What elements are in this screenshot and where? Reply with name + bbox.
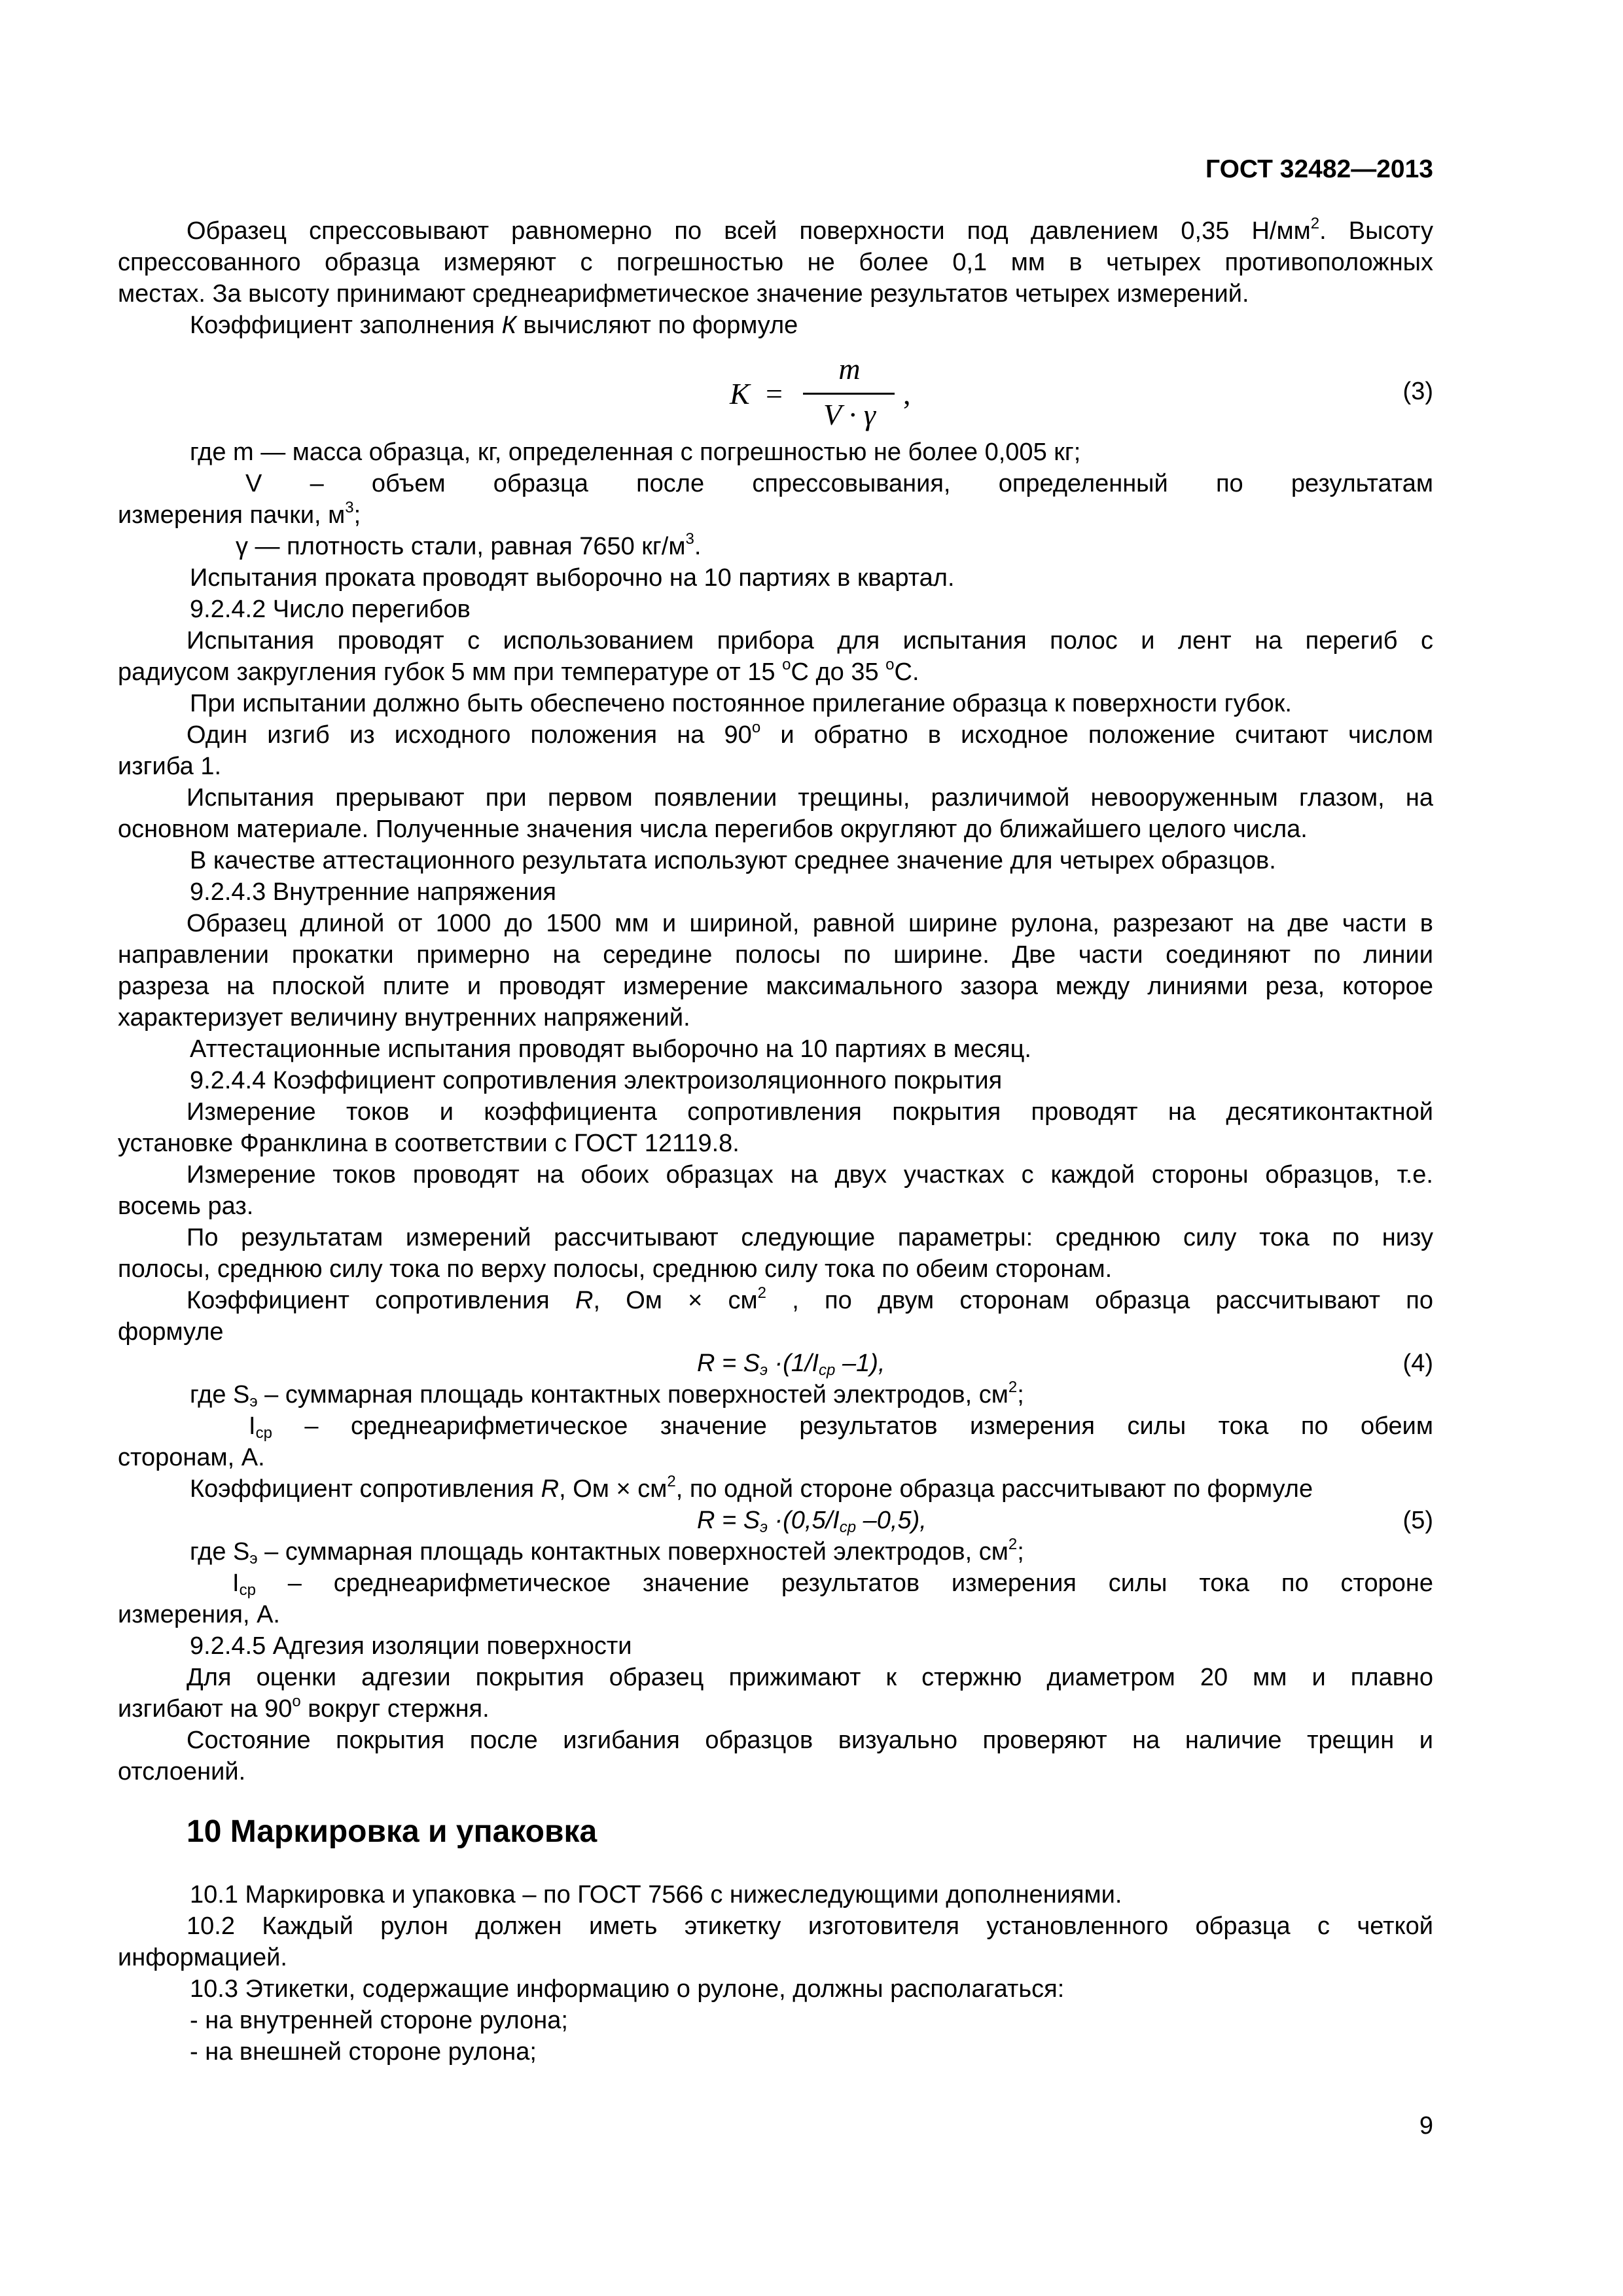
text-line: где $S_э$ – суммарная площадь контактных поверхностей электродов, $см^2$; bbox=[190, 1535, 1024, 1568]
text-line: характеризует величину внутренних напряжений. bbox=[118, 1004, 690, 1031]
text-line: Испытания проката проводят выборочно на 10 партиях в квартал. bbox=[190, 564, 955, 592]
text-line: Коэффициент заполнения К вычисляют по формуле bbox=[190, 312, 798, 339]
text-line: $I_{ср}$ – среднеарифметическое значение результатов измерения силы тока по обеим bbox=[249, 1412, 1433, 1442]
text-line: измерения, А. bbox=[118, 1601, 280, 1628]
text-line: В качестве аттестационного результата используют среднее значение для четырех образцов. bbox=[190, 847, 1276, 874]
formula-4: $R = S_э \cdot(1/I_{ср}$ –1), bbox=[697, 1350, 885, 1379]
text-line: 10.3 Этикетки, содержащие информацию о рулоне, должны располагаться: bbox=[190, 1975, 1065, 2003]
text-line: Измерение токов проводят на обоих образцах на двух участках с каждой стороны образцов, т.е. bbox=[187, 1161, 1433, 1189]
text-line: Один изгиб из исходного положения на $90^о$ и обратно в исходное положение считают числом bbox=[187, 719, 1433, 749]
page-number: 9 bbox=[1419, 2112, 1433, 2140]
text-line: Аттестационные испытания проводят выборочно на 10 партиях в месяц. bbox=[190, 1035, 1031, 1063]
text-line: 10.1 Маркировка и упаковка – по ГОСТ 7566 с нижеследующими дополнениями. bbox=[190, 1881, 1122, 1909]
text-line: Испытания проводят с использованием прибора для испытания полос и лент на перегиб с bbox=[187, 627, 1433, 655]
text-line: Для оценки адгезии покрытия образец прижимают к стержню диаметром 20 мм и плавно bbox=[187, 1664, 1433, 1691]
text-line: где m — масса образца, кг, определенная с погрешностью не более 0,005 кг; bbox=[190, 439, 1081, 466]
list-item: - на внешней стороне рулона; bbox=[190, 2038, 537, 2066]
text-line: γ — плотность стали, равная 7650 $кг/м^3$. bbox=[236, 530, 702, 560]
fraction-bar bbox=[803, 393, 895, 395]
equation-number: (5) bbox=[1402, 1507, 1433, 1534]
section-heading: 10 Маркировка и упаковка bbox=[187, 1814, 597, 1849]
text-line: изгибают на $90^о$ вокруг стержня. bbox=[118, 1693, 490, 1723]
text-line: спрессованного образца измеряют с погрешностью не более 0,1 мм в четырех противоположных bbox=[118, 249, 1433, 276]
clause-heading: 9.2.4.2 Число перегибов bbox=[190, 596, 471, 623]
text-line: изгиба 1. bbox=[118, 753, 222, 780]
formula-3: K = m V · γ , bbox=[730, 352, 911, 431]
text-line: направлении прокатки примерно на середине полосы по ширине. Две части соединяют по линии bbox=[118, 941, 1433, 969]
text-line: $I_{ср}$ – среднеарифметическое значение результатов измерения силы тока по стороне bbox=[232, 1570, 1433, 1599]
text-line: Образец длиной от 1000 до 1500 мм и шириной, равной ширине рулона, разрезают на две части в bbox=[187, 910, 1433, 937]
text-line: основном материале. Полученные значения числа перегибов округляют до ближайшего целого числа. bbox=[118, 816, 1308, 843]
text-line: отслоений. bbox=[118, 1758, 246, 1785]
text-line: Образец спрессовывают равномерно по всей поверхности под давлением 0,35 $Н/мм^2$. Высоту bbox=[187, 215, 1433, 245]
text-line: 10.2 Каждый рулон должен иметь этикетку изготовителя установленного образца с четкой bbox=[187, 1912, 1433, 1940]
text-line: восемь раз. bbox=[118, 1193, 254, 1220]
text-line: местах. За высоту принимают среднеарифметическое значение результатов четырех измерений. bbox=[118, 280, 1249, 308]
equation-number: (4) bbox=[1402, 1350, 1433, 1377]
text-line: радиусом закругления губок 5 мм при температуре от 15 $^о$С до 35 $^о$С. bbox=[118, 656, 919, 686]
text-line: Коэффициент сопротивления R, Ом × $см^2$ , по двум сторонам образца рассчитывают по bbox=[187, 1284, 1433, 1314]
text-line: Измерение токов и коэффициента сопротивления покрытия проводят на десятиконтактной bbox=[187, 1098, 1433, 1126]
text-line: установке Франклина в соответствии с ГОСТ 12119.8. bbox=[118, 1130, 740, 1157]
text-line: сторонам, А. bbox=[118, 1444, 265, 1471]
text-line: При испытании должно быть обеспечено постоянное прилегание образца к поверхности губок. bbox=[190, 690, 1292, 717]
equation-number: (3) bbox=[1402, 378, 1433, 405]
text-line: V – объем образца после спрессовывания, определенный по результатам bbox=[245, 470, 1433, 497]
clause-heading: 9.2.4.3 Внутренние напряжения bbox=[190, 878, 556, 906]
clause-heading: 9.2.4.4 Коэффициент сопротивления электроизоляционного покрытия bbox=[190, 1067, 1003, 1094]
formula-5: $R = S_э \cdot(0,5/I_{ср}$ –0,5), bbox=[697, 1507, 927, 1536]
clause-heading: 9.2.4.5 Адгезия изоляции поверхности bbox=[190, 1632, 632, 1660]
text-line: Испытания прерывают при первом появлении трещины, различимой невооруженным глазом, на bbox=[187, 784, 1433, 812]
text-line: По результатам измерений рассчитывают следующие параметры: среднюю силу тока по низу bbox=[187, 1224, 1433, 1251]
text-line: Состояние покрытия после изгибания образцов визуально проверяют на наличие трещин и bbox=[187, 1727, 1433, 1754]
text-line: формуле bbox=[118, 1318, 224, 1346]
text-line: полосы, среднюю силу тока по верху полосы, среднюю силу тока по обеим сторонам. bbox=[118, 1255, 1113, 1283]
text-line: где $S_э$ – суммарная площадь контактных поверхностей электродов, $см^2$; bbox=[190, 1378, 1024, 1410]
list-item: - на внутренней стороне рулона; bbox=[190, 2007, 568, 2034]
document-header: ГОСТ 32482—2013 bbox=[1205, 155, 1433, 183]
text-line: Коэффициент сопротивления R, Ом × $см^2$, по одной стороне образца рассчитывают по формуле bbox=[190, 1473, 1313, 1503]
text-line: разреза на плоской плите и проводят измерение максимального зазора между линиями реза, которое bbox=[118, 973, 1433, 1000]
text-line: информацией. bbox=[118, 1944, 287, 1971]
text-line: измерения пачки, $м^3$; bbox=[118, 499, 361, 529]
